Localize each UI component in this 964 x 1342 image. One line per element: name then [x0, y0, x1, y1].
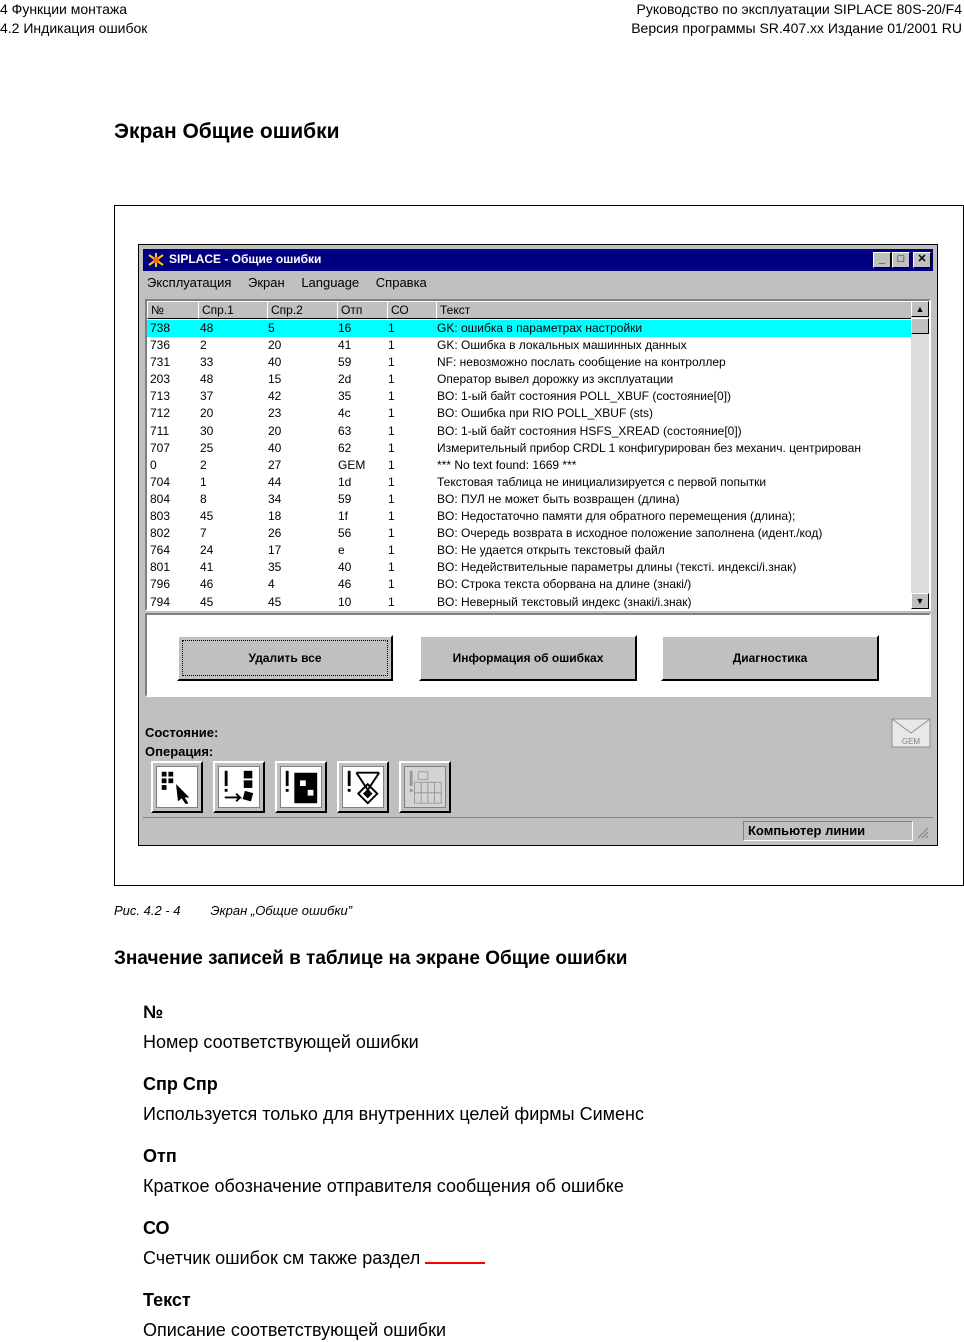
table-cell: 1	[388, 406, 395, 421]
app-window	[138, 244, 938, 846]
table-cell: 45	[200, 509, 214, 524]
operation-label: Операция:	[145, 744, 214, 759]
table-cell: 40	[268, 440, 282, 455]
col-header-ref1[interactable]: Спр.1	[198, 301, 268, 319]
table-row[interactable]	[147, 354, 913, 371]
table-cell: BO: Неверный текстовый индекс (знакі/і.знак)	[437, 594, 692, 609]
table-cell: BO: Недействительные параметры длины (тексті. индексі/і.знак)	[437, 560, 797, 575]
table-cell: 41	[338, 338, 352, 353]
col-header-counter[interactable]: СО	[387, 301, 437, 319]
table-cell: 27	[268, 457, 282, 472]
table-cell: 45	[268, 594, 282, 609]
table-row[interactable]	[147, 423, 913, 440]
table-cell: BO: 1-ый байт состояния POLL_XBUF (состояние[0])	[437, 389, 732, 404]
chapter-label: 4 Функции монтажа	[0, 1, 128, 17]
table-cell: 1	[388, 594, 395, 609]
col-header-ref2[interactable]: Спр.2	[267, 301, 338, 319]
definitions-list	[143, 1000, 943, 1342]
table-cell: 804	[150, 491, 171, 506]
resize-grip-icon[interactable]	[915, 825, 929, 839]
figure-caption	[114, 903, 352, 918]
table-cell: 1	[388, 474, 395, 489]
table-cell: Измерительный прибор CRDL 1 конфигурирован без механич. центрирован	[437, 440, 861, 455]
table-cell: 0	[150, 457, 157, 472]
error-grid-icon	[404, 766, 446, 808]
table-cell: 7	[200, 526, 207, 541]
table-cell: 1	[388, 509, 395, 524]
version-edition: Версия программы SR.407.xx Издание 01/2001 RU	[631, 20, 962, 36]
scroll-down-icon[interactable]: ▼	[911, 593, 929, 609]
table-cell: 738	[150, 321, 171, 335]
menu-screen[interactable]: Экран	[248, 275, 285, 290]
error-component-icon	[280, 766, 322, 808]
table-cell: 794	[150, 594, 171, 609]
table-cell: 26	[268, 526, 282, 541]
error-transfer-icon	[218, 766, 260, 808]
error-info-button[interactable]: Информация об ошибках	[419, 635, 637, 681]
table-cell: 803	[150, 509, 171, 524]
button-panel	[145, 613, 931, 697]
table-row[interactable]	[147, 594, 913, 611]
table-cell: 4c	[338, 406, 351, 421]
table-cell: 20	[200, 406, 214, 421]
table-cell: 2	[200, 338, 207, 353]
table-cell: 731	[150, 355, 171, 370]
table-cell: GK: Ошибка в локальных машинных данных	[437, 338, 687, 353]
diagnostics-button[interactable]: Диагностика	[661, 635, 879, 681]
table-cell: 801	[150, 560, 171, 575]
vertical-scrollbar[interactable]	[911, 301, 929, 609]
col-header-sender[interactable]: Отп	[337, 301, 388, 319]
table-cell: 59	[338, 355, 352, 370]
table-cell: BO: 1-ый байт состояния HSFS_XREAD (состояние[0])	[437, 423, 742, 438]
line-computer-field: Компьютер линии	[743, 821, 913, 841]
table-cell: 40	[268, 355, 282, 370]
table-cell: 33	[200, 355, 214, 370]
table-cell: 8	[200, 491, 207, 506]
table-row[interactable]	[147, 576, 913, 593]
table-cell: 1	[388, 423, 395, 438]
col-header-number[interactable]: №	[147, 301, 199, 319]
delete-all-button[interactable]: Удалить все	[177, 635, 393, 681]
table-header	[147, 301, 913, 319]
def-desc-sender: Краткое обозначение отправителя сообщения об ошибке	[143, 1176, 624, 1196]
table-cell: BO: Ошибка при RIO POLL_XBUF (sts)	[437, 406, 653, 421]
col-header-text[interactable]: Текст	[436, 301, 913, 319]
table-cell: 1	[388, 457, 395, 472]
vision-error-button[interactable]	[337, 761, 389, 813]
menu-language[interactable]: Language	[301, 275, 360, 290]
def-desc-text: Описание соответствующей ошибки	[143, 1320, 447, 1340]
table-cell: 46	[200, 577, 214, 592]
table-cell: 48	[200, 372, 214, 387]
table-cell: 41	[200, 560, 214, 575]
table-cell: 44	[268, 474, 282, 489]
table-cell: 56	[338, 526, 352, 541]
table-cell: 59	[338, 491, 352, 506]
table-cell: Текстовая таблица не инициализируется с первой попытки	[437, 474, 767, 489]
gem-label: GEM	[901, 737, 921, 746]
table-cell: e	[338, 543, 345, 558]
table-cell: 34	[268, 491, 282, 506]
table-row[interactable]	[147, 525, 913, 542]
table-cell: 35	[268, 560, 282, 575]
table-cell: 20	[268, 423, 282, 438]
table-cell: 46	[338, 577, 352, 592]
title-bar[interactable]	[143, 249, 933, 271]
table-cell: 2	[200, 457, 207, 472]
table-cell: 20	[268, 338, 282, 353]
table-cell: 802	[150, 526, 171, 541]
table-cell: NF: невозможно послать сообщение на контроллер	[437, 355, 726, 370]
def-term-ref: Спр Спр	[143, 1074, 218, 1094]
table-cell: 17	[268, 543, 282, 558]
def-term-text: Текст	[143, 1290, 191, 1310]
table-cell: 1	[388, 526, 395, 541]
table-row[interactable]	[147, 491, 913, 508]
table-cell: 1	[388, 577, 395, 592]
table-cell: 1	[388, 321, 395, 335]
table-cell: 35	[338, 389, 352, 404]
section2-title: Значение записей в таблице на экране Общие ошибки	[114, 948, 628, 969]
table-cell: BO: Не удается открыть текстовый файл	[437, 543, 665, 558]
section-title: Экран Общие ошибки	[114, 120, 340, 143]
table-cell: BO: ПУЛ не может быть возвращен (длина)	[437, 491, 680, 506]
table-cell: *** No text found: 1669 ***	[437, 457, 577, 472]
close-button[interactable]: ✕	[913, 252, 931, 268]
page-header-left	[0, 0, 147, 38]
table-cell: GEM	[338, 457, 366, 472]
component-error-button[interactable]	[275, 761, 327, 813]
table-row[interactable]	[147, 559, 913, 576]
table-cell: 42	[268, 389, 282, 404]
table-cell: 62	[338, 440, 352, 455]
table-row[interactable]	[147, 457, 913, 474]
table-cell: 16	[338, 321, 352, 335]
table-cell: 18	[268, 509, 282, 524]
table-row[interactable]	[147, 440, 913, 457]
menu-operation[interactable]: Эксплуатация	[147, 275, 232, 290]
table-cell: 796	[150, 577, 171, 592]
table-cell: 711	[150, 423, 170, 438]
table-cell: 707	[150, 440, 171, 455]
figure-number: Рис. 4.2 - 4	[114, 903, 181, 918]
page-header-right	[631, 0, 962, 38]
table-cell: 30	[200, 423, 214, 438]
table-cell: 10	[338, 594, 352, 609]
table-cell: GK: ошибка в параметрах настройки	[437, 321, 643, 335]
table-row[interactable]	[147, 508, 913, 525]
siplace-app-icon	[147, 252, 165, 268]
table-cell: 1	[388, 389, 395, 404]
table-cell: 2d	[338, 372, 352, 387]
table-cell: 736	[150, 338, 171, 353]
status-label: Состояние:	[145, 725, 219, 740]
table-cell: 1	[388, 372, 395, 387]
menu-help[interactable]: Справка	[375, 275, 427, 290]
table-cell: 15	[268, 372, 282, 387]
table-cell: 1	[388, 491, 395, 506]
table-cell: BO: Недостаточно памяти для обратного перемещения (длина);	[437, 509, 796, 524]
scroll-up-icon[interactable]: ▲	[911, 301, 929, 317]
table-cell: 704	[150, 474, 171, 489]
transfer-error-button[interactable]	[213, 761, 265, 813]
table-cell: 713	[150, 389, 171, 404]
table-row[interactable]	[147, 320, 913, 337]
scroll-thumb[interactable]	[911, 318, 929, 334]
table-cell: 1d	[338, 474, 352, 489]
def-desc-counter-text: Счетчик ошибок см также раздел	[143, 1248, 421, 1268]
table-body	[147, 320, 913, 611]
window-title: SIPLACE - Общие ошибки	[169, 252, 322, 266]
table-cell: BO: Очередь возврата в исходное положение заполнена (идент./код)	[437, 526, 823, 541]
grid-error-button[interactable]	[399, 761, 451, 813]
table-cell: 25	[200, 440, 214, 455]
table-cell: 63	[338, 423, 352, 438]
table-row[interactable]	[147, 474, 913, 491]
table-cell: 1	[388, 560, 395, 575]
table-cell: 1	[388, 355, 395, 370]
table-row[interactable]	[147, 371, 913, 388]
table-row[interactable]	[147, 337, 913, 354]
error-vision-icon	[342, 766, 384, 808]
manual-title: Руководство по эксплуатации SIPLACE 80S-20/F4	[636, 1, 962, 17]
table-cell: 1	[388, 338, 395, 353]
error-table	[145, 299, 931, 611]
table-cell: 712	[150, 406, 171, 421]
def-term-counter: СО	[143, 1218, 170, 1238]
def-term-sender: Отп	[143, 1146, 177, 1166]
maximize-button[interactable]: □	[892, 252, 910, 268]
layout-tool-button[interactable]	[151, 761, 203, 813]
table-cell: 48	[200, 321, 214, 335]
table-cell: 37	[200, 389, 214, 404]
def-desc-number: Номер соответствующей ошибки	[143, 1032, 419, 1052]
figure-text: Экран „Общие ошибки”	[210, 903, 353, 918]
menu-bar	[147, 275, 440, 293]
table-cell: 764	[150, 543, 171, 558]
table-cell: 1	[388, 543, 395, 558]
table-cell: BO: Строка текста оборвана на длине (знакі/)	[437, 577, 692, 592]
table-row[interactable]	[147, 542, 913, 559]
status-bar	[143, 817, 933, 843]
table-cell: 1	[388, 440, 395, 455]
cross-reference-link[interactable]	[425, 1246, 485, 1264]
table-cell: 1	[200, 474, 207, 489]
table-cell: 4	[268, 577, 275, 592]
layout-cursor-icon	[156, 766, 198, 808]
table-cell: 1f	[338, 509, 349, 524]
table-cell: 203	[150, 372, 171, 387]
table-cell: 40	[338, 560, 352, 575]
gem-envelope-icon[interactable]	[891, 715, 931, 749]
table-row[interactable]	[147, 405, 913, 422]
table-cell: Оператор вывел дорожку из эксплуатации	[437, 372, 674, 387]
def-term-number: №	[143, 1002, 164, 1022]
table-row[interactable]	[147, 388, 913, 405]
table-cell: 24	[200, 543, 214, 558]
table-cell: 45	[200, 594, 214, 609]
table-cell: 5	[268, 321, 275, 335]
def-desc-ref: Используется только для внутренних целей фирмы Сименс	[143, 1104, 644, 1124]
minimize-button[interactable]: _	[873, 252, 891, 268]
section-label: 4.2 Индикация ошибок	[0, 20, 148, 36]
status-area	[145, 723, 218, 761]
table-cell: 23	[268, 406, 282, 421]
def-desc-counter	[143, 1246, 943, 1270]
